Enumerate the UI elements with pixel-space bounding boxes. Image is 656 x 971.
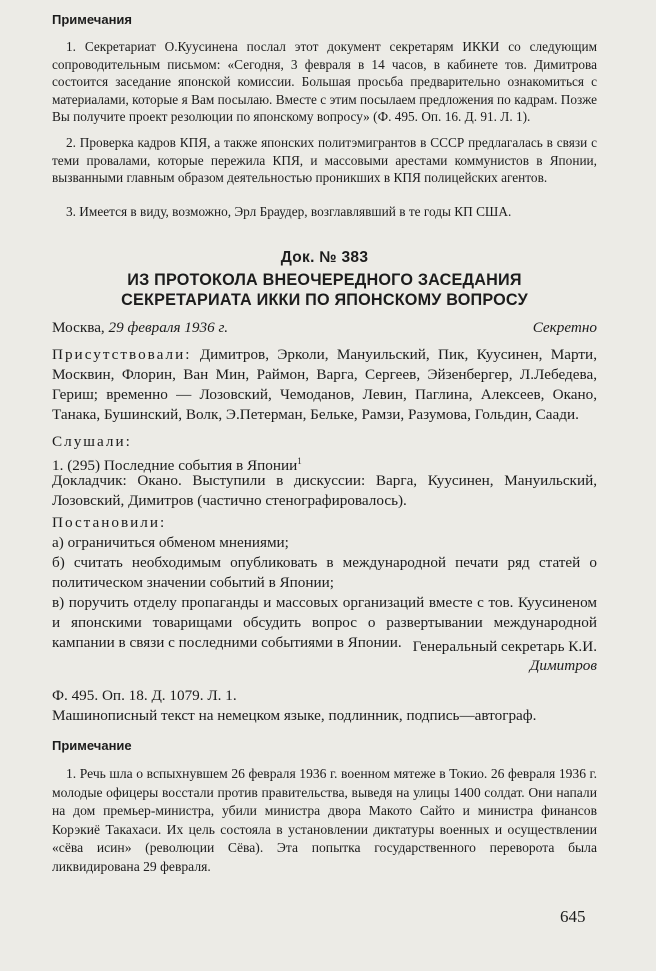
resolution-a: а) ограничиться обменом мнениями; (52, 534, 289, 551)
date-line (52, 318, 597, 338)
signature-name: Димитров (529, 657, 597, 674)
footnote-ref: 1 (297, 456, 302, 466)
classification: Секретно (532, 319, 597, 336)
resolution-b: б) считать необходимым опубликовать в международной печати ряд статей о политическом значении событий в Японии; (52, 554, 597, 591)
archive-reference: Ф. 495. Оп. 18. Д. 1079. Л. 1. (52, 687, 237, 704)
resolution-c: в) поручить отделу пропаганды и массовых организаций вместе с тов. Куусиненом и японскими товарищами обсудить вопрос о развертывании международной кампании в связи с последними событиями в Японии. (52, 594, 597, 651)
note-1: 1. Секретариат О.Куусинена послал этот документ секретарям ИККИ со следующим сопроводительным письмом: «Сегодня, 3 февраля в 14 часов, в кабинете тов. Димитрова состоится заседание японской комиссии. Большая просьба предварительно ознакомиться с материалами, которые я Вам посылаю. Вместе с этим посылаем предложения по кадрам. Позже Вы получите проект резолюции по японскому вопросу» (Ф. 495. Оп. 16. Д. 91. Л. 1). (52, 39, 597, 124)
date: 29 февраля 1936 г. (108, 319, 228, 336)
document-title-line-1: ИЗ ПРОТОКОЛА ВНЕОЧЕРЕДНОГО ЗАСЕДАНИЯ (127, 271, 522, 289)
present-list: Димитров, Эрколи, Мануильский, Пик, Куусинен, Марти, Москвин, Флорин, Ван Мин, Раймон, Варга, Сергеев, Эйзенбергер, Л.Лебедева, Гериш; временно — Лозовский, Чемоданов, Левин, Паглина, Алексеев, Окано, Танака, Бушинский, Волк, Э.Петерман, Бельке, Рамзи, Разумова, Гольдин, Саади. (52, 346, 597, 423)
notes-title: Примечания (52, 12, 133, 27)
present-label: Присутствовали: (52, 346, 192, 363)
archive-note: Машинописный текст на немецком языке, подлинник, подпись—автограф. (52, 707, 537, 724)
note-2: 2. Проверка кадров КПЯ, а также японских политэмигрантов в СССР предлагалась в связи с теми провалами, которые пережила КПЯ, и массовыми арестами коммунистов в Японии, вызванными главным образом деятельностью проникших в КПЯ полицейских агентов. (52, 135, 597, 185)
present-paragraph (52, 345, 597, 425)
note-3: 3. Имеется в виду, возможно, Эрл Браудер, возглавлявший в те годы КП США. (66, 204, 512, 219)
document-title-line-2: СЕКРЕТАРИАТА ИККИ ПО ЯПОНСКОМУ ВОПРОСУ (121, 291, 528, 309)
resolved-label: Постановили: (52, 514, 167, 531)
page-number: 645 (560, 907, 586, 926)
speakers: Докладчик: Окано. Выступили в дискуссии: Варга, Куусинен, Мануильский, Лозовский, Димитров (частично стенографировалось). (52, 472, 597, 509)
footnote-title: Примечание (52, 738, 132, 753)
signature-title: Генеральный секретарь К.И. (412, 638, 597, 655)
heard-label: Слушали: (52, 433, 132, 450)
place-date (52, 318, 228, 338)
document-number: Док. № 383 (280, 249, 369, 266)
footnote-1: 1. Речь шла о вспыхнувшем 26 февраля 1936 г. военном мятеже в Токио. 26 февраля 1936 г. молодые офицеры восстали против правительства, выведя на улицы 1400 солдат. Они напали на дом премьер-министра, убили министра двора Макото Сайто и министра финансов Корэкиё Такахаси. Их цель состояла в установлении диктатуры военных и осуществлении «сёва исин» (революции Сёва). Эта попытка государственного переворота была ликвидирована 29 февраля. (52, 766, 597, 874)
heard-item-text: 1. (295) Последние события в Японии (52, 457, 298, 475)
place: Москва, (52, 319, 105, 336)
